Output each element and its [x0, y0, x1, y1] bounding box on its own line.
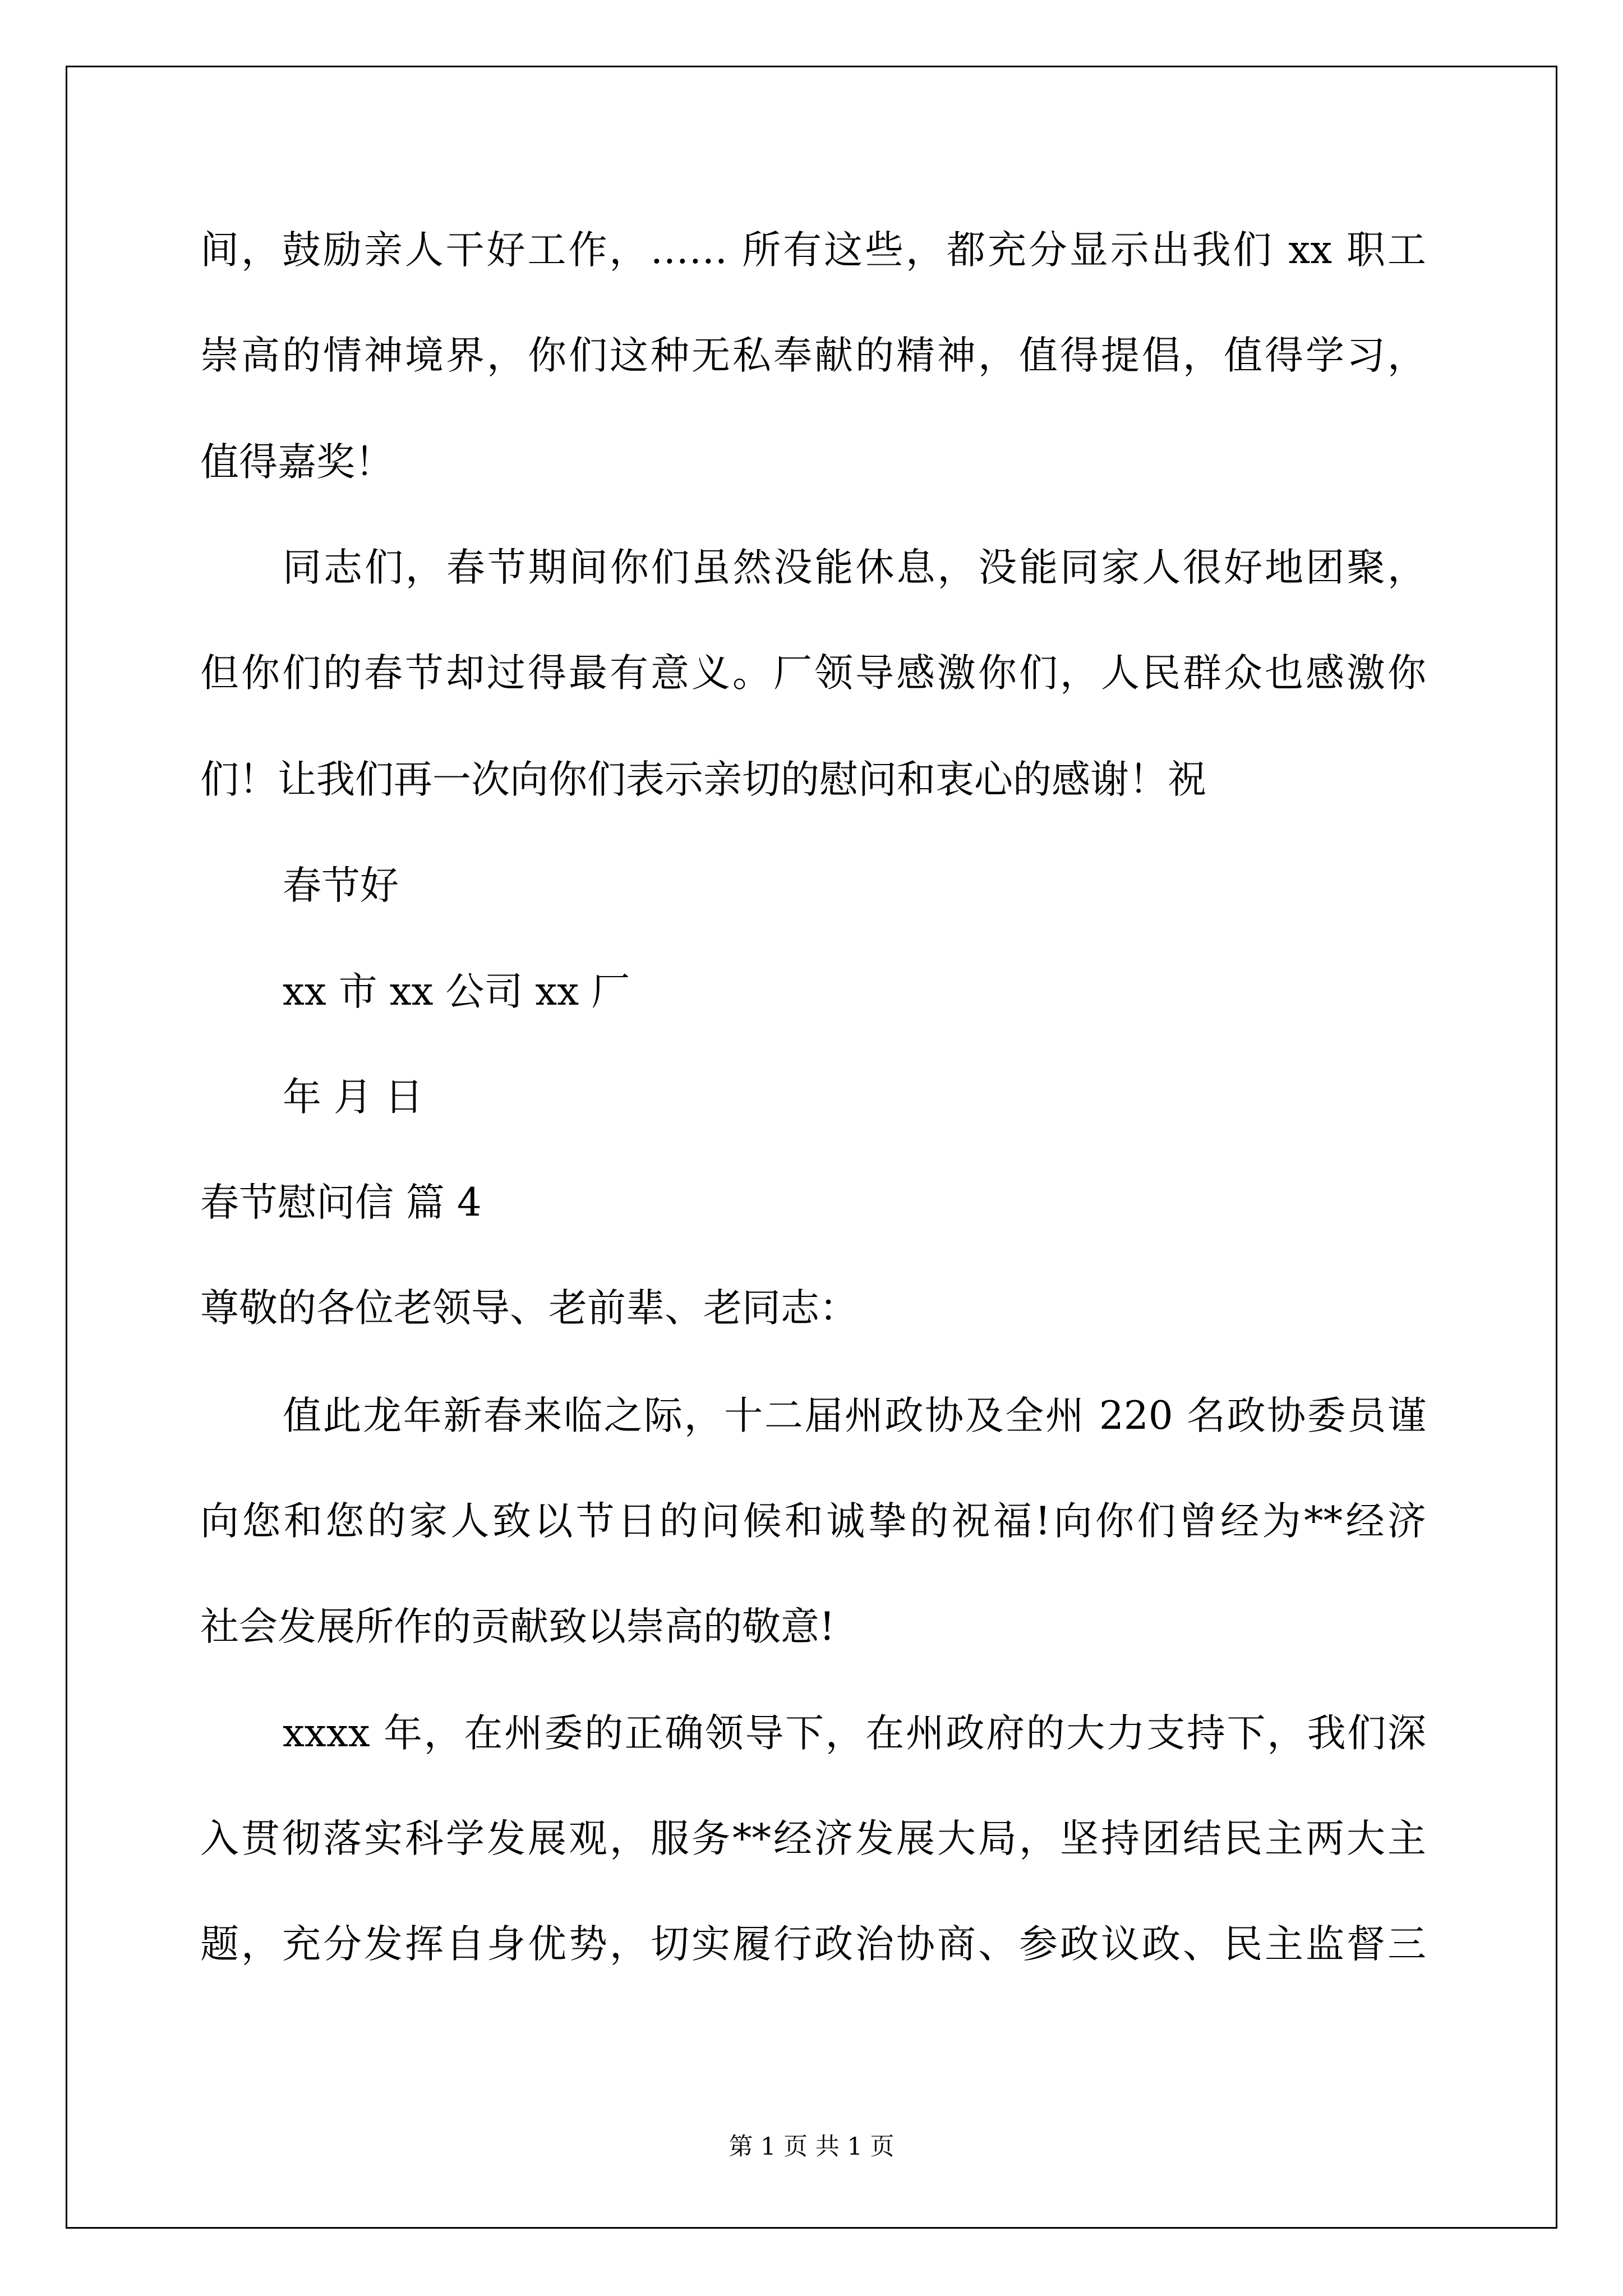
text-line-15: xxxx 年，在州委的正确领导下，在州政府的大力支持下，我们深	[283, 1711, 1426, 1756]
text-line-1: 间，鼓励亲人干好工作，…… 所有这些，都充分显示出我们 xx 职工	[200, 228, 1426, 273]
text-line-4: 同志们，春节期间你们虽然没能休息，没能同家人很好地团聚，	[283, 545, 1426, 590]
text-line-17: 题，充分发挥自身优势，切实履行政治协商、参政议政、民主监督三	[200, 1922, 1426, 1967]
text-line-14: 社会发展所作的贡献致以崇高的敬意!	[200, 1604, 835, 1649]
text-line-6: 们！让我们再一次向你们表示亲切的慰问和衷心的感谢！祝	[200, 757, 1206, 802]
text-line-2: 崇高的情神境界，你们这种无私奉献的精神，值得提倡，值得学习，	[200, 333, 1426, 378]
text-line-13: 向您和您的家人致以节日的问候和诚挚的祝福!向你们曾经为**经济	[200, 1499, 1426, 1544]
text-line-7: 春节好	[283, 863, 399, 908]
text-line-8: xx 市 xx 公司 xx 厂	[283, 969, 630, 1014]
text-line-3: 值得嘉奖！	[200, 440, 394, 485]
text-line-9: 年 月 日	[283, 1075, 423, 1120]
page-border	[66, 66, 1557, 2229]
text-line-12: 值此龙年新春来临之际，十二届州政协及全州 220 名政协委员谨	[283, 1393, 1426, 1438]
text-line-5: 但你们的春节却过得最有意义。厂领导感激你们，人民群众也感激你	[200, 651, 1426, 696]
section-heading: 春节慰问信 篇 4	[200, 1180, 482, 1225]
salutation: 尊敬的各位老领导、老前辈、老同志：	[200, 1286, 858, 1331]
page-footer: 第 1 页 共 1 页	[728, 2133, 895, 2161]
text-line-16: 入贯彻落实科学发展观，服务**经济发展大局，坚持团结民主两大主	[200, 1816, 1426, 1861]
